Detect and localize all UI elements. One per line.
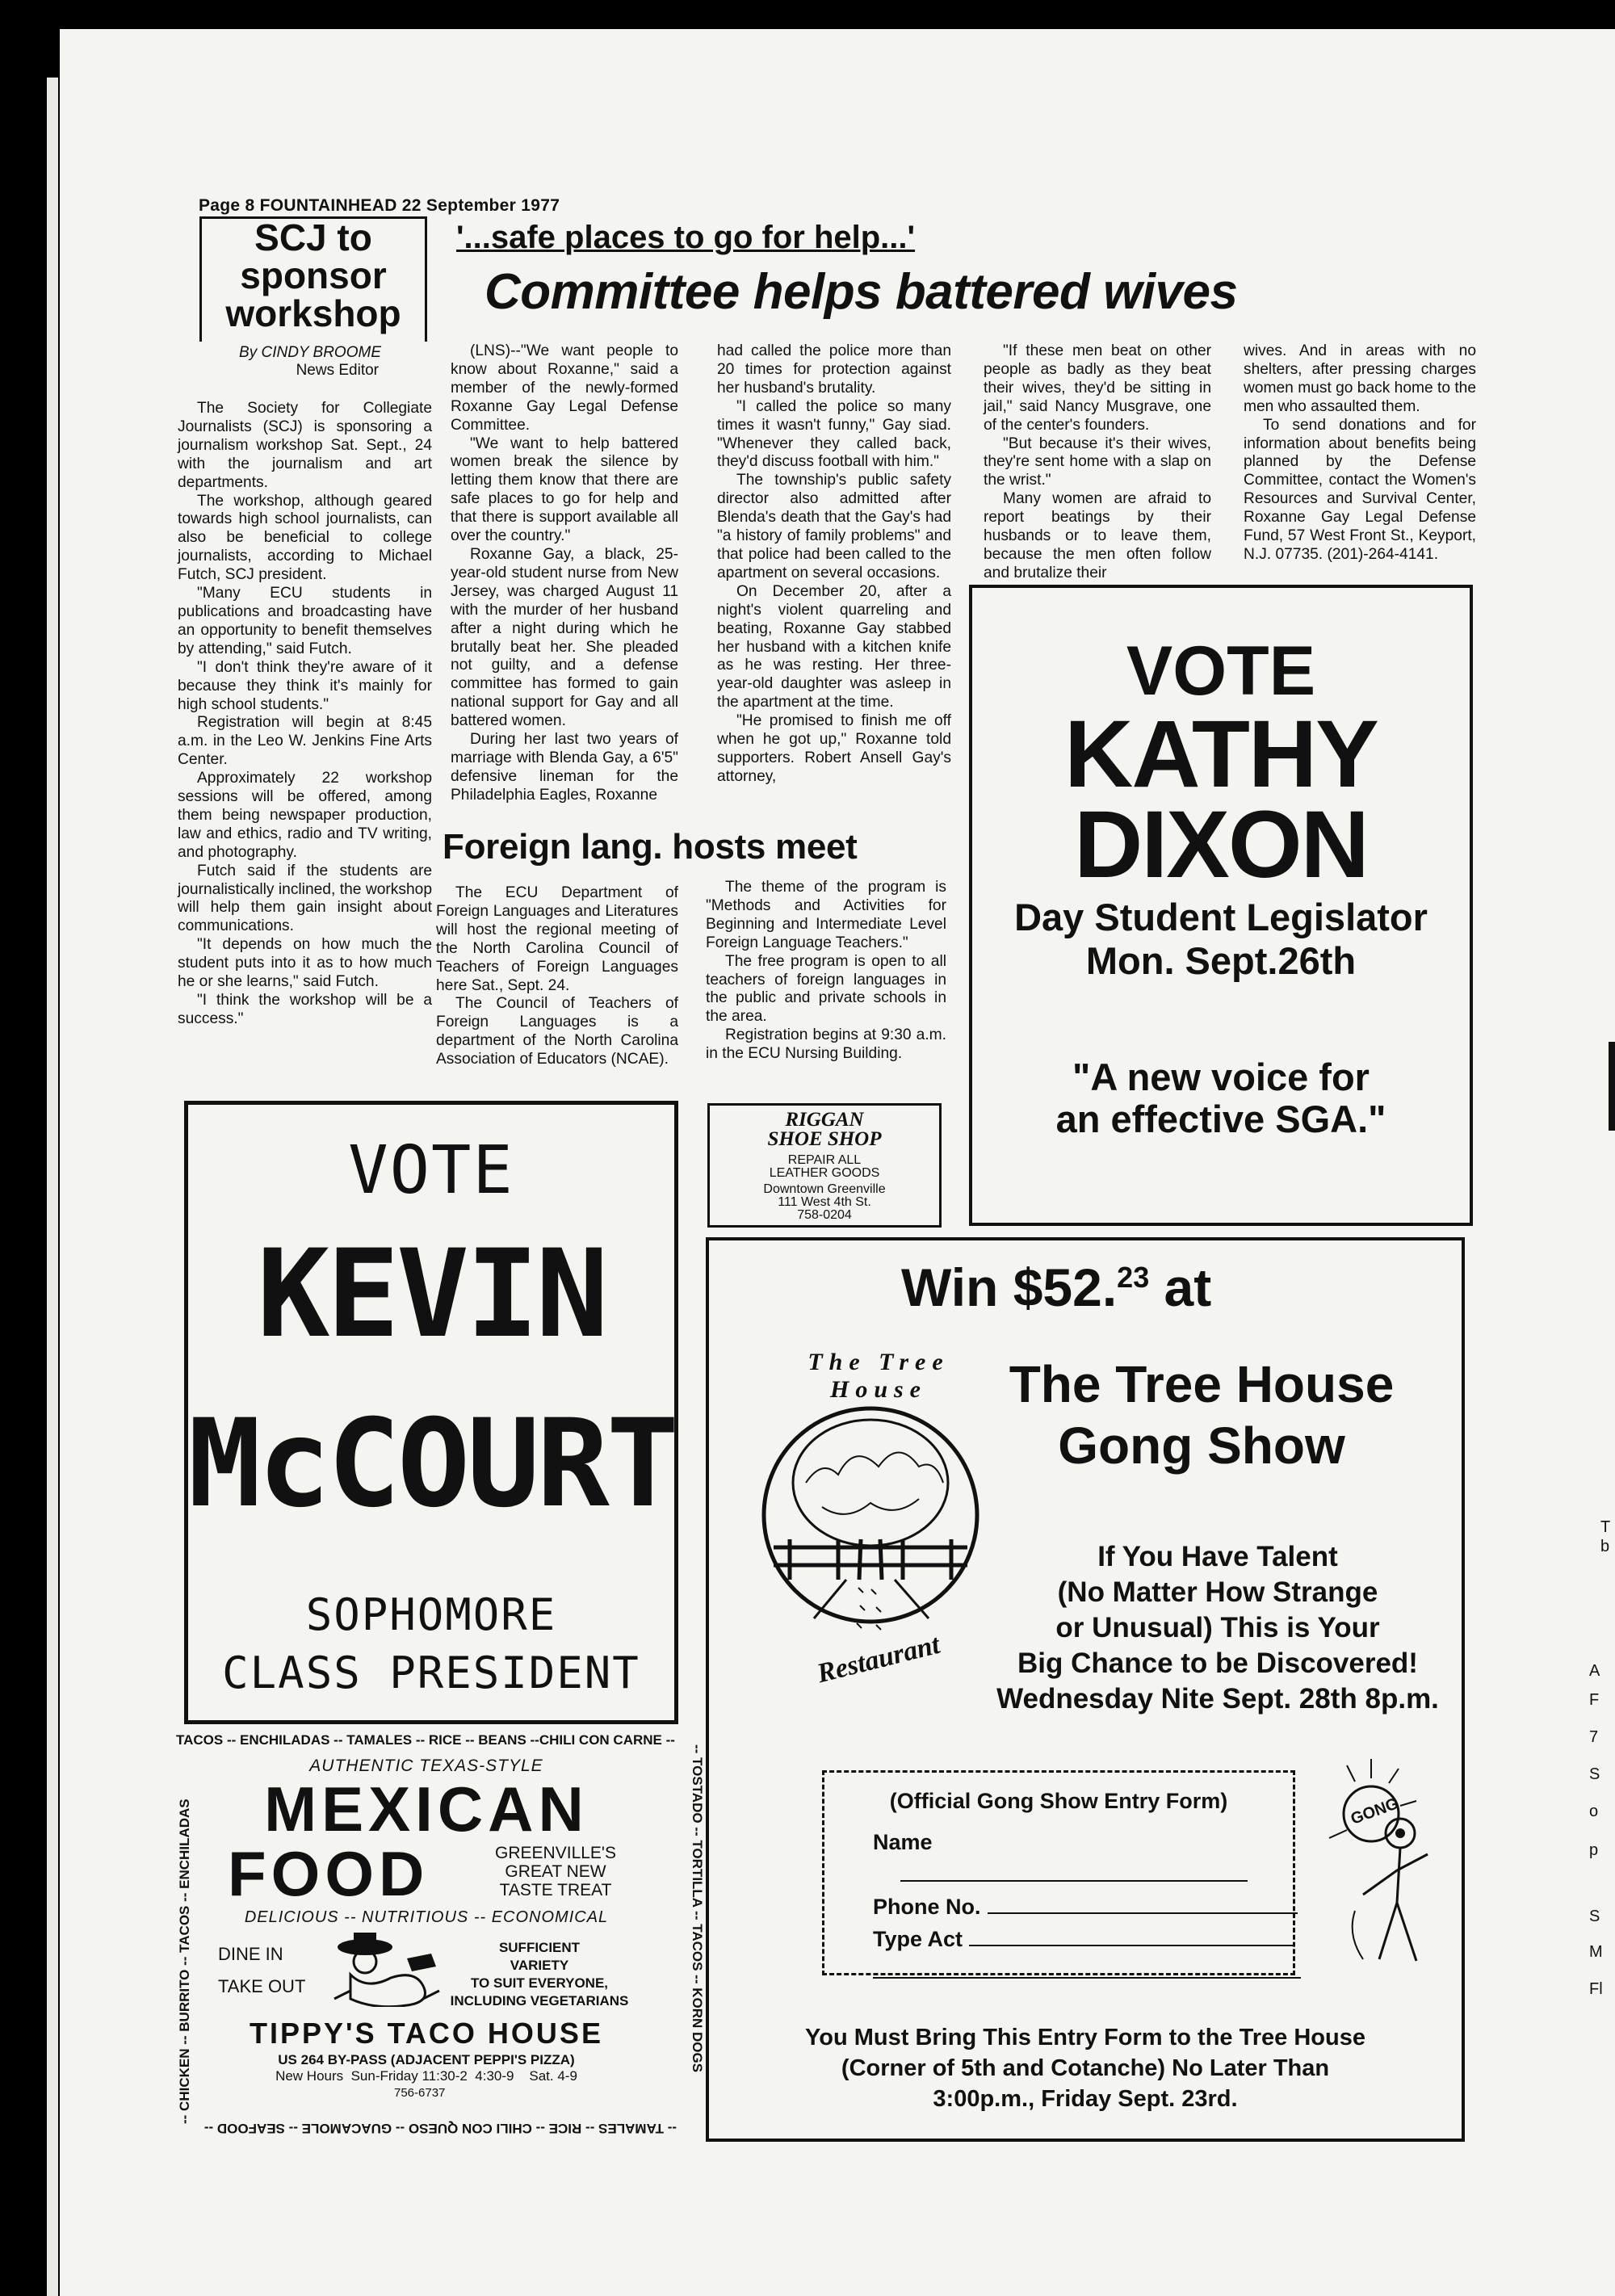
- kathy-dixon-ad: [969, 585, 1473, 1226]
- kathy-vote-text: VOTE: [1126, 632, 1316, 710]
- margin-letter: p: [1589, 1841, 1599, 1859]
- tree-house-title-line: Gong Show: [1058, 1417, 1345, 1475]
- kevin-name-last: McCOURT: [188, 1394, 677, 1534]
- tippys-variety-line: TO SUIT EVERYONE,: [470, 1975, 609, 1991]
- scj-article-body: [178, 400, 432, 1029]
- tippys-address: US 264 BY-PASS (ADJACENT PEPPI'S PIZZA): [278, 2052, 575, 2067]
- tippys-taste-line: TASTE TREAT: [499, 1881, 612, 1899]
- tree-house-logo-top: The Tree House: [808, 1349, 950, 1403]
- tree-house-ad: [706, 1237, 1465, 2142]
- tree-house-footer-line: You Must Bring This Entry Form to the Tree House: [805, 2025, 1365, 2050]
- foreign-paragraph: The theme of the program is "Methods and Activities for Beginning and Intermediate Level Foreign Language Teachers.": [706, 879, 946, 951]
- tree-house-win-cents: 23: [1117, 1261, 1150, 1294]
- tippys-taste-line: GREENVILLE'S: [495, 1844, 616, 1862]
- foreign-column-2: [706, 879, 946, 1064]
- scj-paragraph: "It depends on how much the student puts into it as to how much he or she learns," said Futch.: [178, 936, 432, 991]
- battered-paragraph: During her last two years of marriage with Blenda Gay, a 6'5" defensive lineman for the Philadelphia Eagles, Roxanne: [451, 731, 678, 804]
- scj-headline-box: [199, 216, 427, 342]
- tippys-cartoon: [326, 1926, 447, 2007]
- battered-column-2: [717, 342, 951, 787]
- scj-headline-line: sponsor: [240, 254, 387, 296]
- scj-paragraph: Futch said if the students are journalistically inclined, the workshop will help them gain insight about communications.: [178, 862, 432, 935]
- margin-letter: Fl: [1589, 1980, 1603, 1998]
- riggan-phone: 758-0204: [797, 1208, 852, 1222]
- tippys-right-border: -- TOSTADO -- TORTILLA -- TACOS -- KORN DOGS: [690, 1744, 705, 2073]
- tippys-mexican: MEXICAN: [264, 1773, 589, 1845]
- battered-paragraph: Roxanne Gay, a black, 25-year-old student nurse from New Jersey, was charged August 11 with the murder of her husband after a night during which he brutally beat her. She pleaded not guilty, and a defense committee has formed to gain national support for Gay and all battered women.: [451, 545, 678, 730]
- tippys-top-border: TACOS -- ENCHILADAS -- TAMALES -- RICE -- BEANS --CHILI CON CARNE --: [176, 1732, 675, 1748]
- entry-field-line[interactable]: [900, 1880, 1248, 1882]
- scj-paragraph: Registration will begin at 8:45 a.m. in the Leo W. Jenkins Fine Arts Center.: [178, 714, 432, 769]
- battered-paragraph: had called the police more than 20 times for protection against her husband's brutality.: [717, 342, 951, 397]
- margin-letter: b: [1600, 1538, 1610, 1555]
- tippys-name: TIPPY'S TACO HOUSE: [250, 2017, 603, 2050]
- kathy-slogan-line: "A new voice for: [1072, 1056, 1370, 1098]
- entry-field-label: Phone No.: [873, 1895, 981, 1919]
- kevin-name-first: KEVIN: [257, 1224, 606, 1365]
- tippys-left-border: -- CHICKEN -- BURRITO -- TACOS -- ENCHILADAS: [177, 1799, 192, 2124]
- margin-letter: T: [1600, 1518, 1611, 1536]
- page-folio: Page 8 FOUNTAINHEAD 22 September 1977: [199, 196, 560, 215]
- battered-paragraph: "I called the police so many times it wasn't funny," Gay siad. "Whenever they called back, they'd discuss football with him.": [717, 397, 951, 471]
- tippys-phone: 756-6737: [394, 2086, 446, 2100]
- gong-figure: [1323, 1749, 1444, 1992]
- tree-house-talent: [967, 1539, 1468, 1717]
- kathy-name-last: DIXON: [1074, 791, 1368, 898]
- scj-byline-title: News Editor: [296, 362, 379, 379]
- tree-house-win-at: at: [1149, 1257, 1212, 1317]
- page-edge: [47, 78, 58, 2296]
- battered-column-4: [1244, 342, 1476, 565]
- kathy-slogan-line: an effective SGA.": [1055, 1098, 1386, 1140]
- battered-paragraph: "If these men beat on other people as badly as they beat their wives, they'd be sitting in jail," said Nancy Musgrave, one of the center's founders.: [984, 342, 1211, 434]
- tree-house-talent-line: (No Matter How Strange: [1057, 1576, 1378, 1608]
- battered-paragraph: The township's public safety director also admitted after Blenda's death that the Gay's had "a history of family problems" and that police had been called to the apartment on several occasions.: [717, 472, 951, 581]
- tree-house-talent-line: Big Chance to be Discovered!: [1017, 1647, 1418, 1679]
- scj-paragraph: The Society for Collegiate Journalists (SCJ) is sponsoring a journalism workshop Sat. Sept., 24 with the journalism and art departments.: [178, 400, 432, 491]
- riggan-detail-line: REPAIR ALL: [787, 1153, 862, 1167]
- scj-paragraph: "I don't think they're aware of it because they think it's mainly for high school students.": [178, 658, 432, 713]
- battered-paragraph: "But because it's their wives, they're sent home with a slap on the wrist.": [984, 434, 1211, 489]
- margin-letter: 7: [1589, 1728, 1599, 1746]
- entry-form-title: (Official Gong Show Entry Form): [889, 1789, 1228, 1813]
- scj-paragraph: "Many ECU students in publications and broadcasting have an opportunity to benefit themselves by attending," said Futch.: [178, 585, 432, 657]
- scj-paragraph: The workshop, although geared towards high school journalists, can also be beneficial to college journalists, according to Michael Futch, SCJ president.: [178, 492, 432, 584]
- riggan-name-line: RIGGAN: [785, 1109, 864, 1131]
- tippys-taste-line: GREAT NEW: [505, 1862, 606, 1881]
- gong-label: GONG: [1348, 1794, 1401, 1828]
- foreign-column-1: [436, 884, 678, 1069]
- kathy-name-first: KATHY: [1064, 701, 1378, 808]
- tree-house-talent-line: If You Have Talent: [1097, 1541, 1338, 1572]
- tree-house-footer-line: 3:00p.m., Friday Sept. 23rd.: [933, 2086, 1238, 2112]
- tree-house-talent-line: or Unusual) This is Your: [1055, 1612, 1380, 1643]
- riggan-shoe-shop-ad: [707, 1103, 942, 1228]
- cowboy-cartoon-icon: [326, 1926, 447, 2007]
- tippys-variety-line: SUFFICIENT: [498, 1940, 581, 1955]
- tree-house-logo-bottom: Restaurant: [814, 1629, 943, 1689]
- tippys-taste-treat: [483, 1844, 628, 1899]
- kevin-sophomore: SOPHOMORE: [305, 1589, 557, 1640]
- margin-letter: F: [1589, 1691, 1600, 1709]
- tippys-bottom-border: -- TAMALES -- RICE -- CHILI CON QUESO -- GUACAMOLE -- SEAFOOD --: [203, 2121, 677, 2136]
- battered-paragraph: On December 20, after a night's violent quarreling and beating, Roxanne Gay stabbed her husband with a kitchen knife as he was resting. Her three-year-old daughter was asleep in the apartment at the time.: [717, 582, 951, 711]
- entry-field-type-act[interactable]: [873, 1923, 1301, 1955]
- battered-column-3: [984, 342, 1211, 583]
- tippys-delicious: DELICIOUS -- NUTRITIOUS -- ECONOMICAL: [244, 1908, 609, 1926]
- entry-field-line[interactable]: [873, 1977, 1301, 1979]
- foreign-paragraph: The free program is open to all teachers of foreign languages in the public and private schools in the area.: [706, 952, 946, 1026]
- gong-show-entry-form: [822, 1770, 1295, 1975]
- tippys-taco-house-ad: [176, 1732, 705, 2144]
- scj-byline: By CINDY BROOME: [239, 344, 381, 361]
- kathy-slogan: [972, 1056, 1470, 1140]
- tree-house-title: [951, 1354, 1452, 1476]
- entry-field-name[interactable]: [873, 1826, 1301, 1891]
- entry-field-label: Name: [873, 1830, 933, 1854]
- entry-field-label: Type Act: [873, 1927, 963, 1951]
- kevin-name: [188, 1210, 677, 1549]
- tree-house-title-line: The Tree House: [1009, 1355, 1395, 1413]
- entry-form-fields: [873, 1826, 1301, 1987]
- tippys-hours: New Hours Sun-Friday 11:30-2 4:30-9 Sat. 4-9: [275, 2068, 577, 2084]
- entry-field-phone[interactable]: [873, 1891, 1301, 1923]
- scj-headline-line: SCJ to: [254, 216, 372, 258]
- kevin-vote-text: VOTE: [348, 1132, 514, 1209]
- margin-letter: A: [1589, 1662, 1600, 1680]
- riggan-detail-line: Downtown Greenville: [763, 1182, 886, 1196]
- margin-rule: [1609, 1042, 1615, 1131]
- tippys-food: FOOD: [228, 1838, 430, 1909]
- tippys-variety: [443, 1939, 636, 2010]
- kathy-date: Mon. Sept.26th: [1085, 939, 1357, 982]
- tippys-variety-line: VARIETY: [510, 1958, 569, 1973]
- foreign-paragraph: The Council of Teachers of Foreign Languages is a department of the North Carolina Association of Educators (NCAE).: [436, 995, 678, 1068]
- margin-letter: S: [1589, 1765, 1600, 1783]
- tippys-authentic: AUTHENTIC TEXAS-STYLE: [309, 1757, 543, 1775]
- kathy-name: [972, 701, 1470, 898]
- kevin-class-president: CLASS PRESIDENT: [222, 1647, 640, 1698]
- entry-field-line[interactable]: [988, 1912, 1298, 1914]
- foreign-paragraph: The ECU Department of Foreign Languages and Literatures will host the regional meeting of the North Carolina Council of Teachers of Foreign Languages here Sat., Sept. 24.: [436, 884, 678, 994]
- tippys-variety-line: INCLUDING VEGETARIANS: [450, 1993, 629, 2008]
- battered-kicker: '...safe places to go for help...': [456, 220, 916, 255]
- scj-paragraph: Approximately 22 workshop sessions will be offered, among them being newspaper production, law and ethics, radio and TV writing, and photography.: [178, 770, 432, 861]
- margin-letter: o: [1589, 1803, 1599, 1820]
- gong-man-icon: [1323, 1749, 1444, 1992]
- battered-paragraph: "We want to help battered women break the silence by letting them know that there are safe places to go for help and that there is support available all over the country.": [451, 434, 678, 545]
- riggan-name-line: SHOE SHOP: [767, 1128, 882, 1150]
- riggan-detail-line: 111 West 4th St.: [778, 1195, 871, 1209]
- battered-paragraph: wives. And in areas with no shelters, after pressing charges women must go back home to the men who assaulted them.: [1244, 342, 1476, 415]
- riggan-detail-line: LEATHER GOODS: [769, 1166, 880, 1180]
- tippys-take-out: TAKE OUT: [218, 1976, 306, 1996]
- margin-letter: S: [1589, 1908, 1600, 1925]
- battered-headline: Committee helps battered wives: [484, 264, 1238, 320]
- foreign-paragraph: Registration begins at 9:30 a.m. in the ECU Nursing Building.: [706, 1026, 946, 1063]
- riggan-details: [710, 1154, 939, 1222]
- battered-paragraph: To send donations and for information about benefits being planned by the Defense Committee, contact the Women's Resources and Survival Center, Roxanne Gay Legal Defense Fund, 57 West Front St., Keyport, N.J. 07735. (201)-264-4141.: [1244, 416, 1476, 563]
- tippys-dine-in: DINE IN: [218, 1944, 283, 1964]
- tree-house-win: [901, 1257, 1211, 1318]
- battered-paragraph: Many women are afraid to report beatings by their husbands or to leave them, because the men often follow and brutalize their: [984, 490, 1211, 581]
- battered-column-1: [451, 342, 678, 805]
- tree-house-footer-line: (Corner of 5th and Cotanche) No Later Than: [841, 2055, 1330, 2081]
- battered-paragraph: (LNS)--"We want people to know about Roxanne," said a member of the newly-formed Roxanne Gay Legal Defense Committee.: [451, 342, 678, 434]
- foreign-headline: Foreign lang. hosts meet: [443, 827, 858, 867]
- entry-field-line[interactable]: [969, 1945, 1295, 1946]
- riggan-name: [710, 1110, 939, 1149]
- scj-headline-line: workshop: [225, 292, 401, 334]
- kevin-mccourt-ad: [184, 1101, 678, 1724]
- tree-house-win-amount: Win $52.: [901, 1257, 1118, 1317]
- tree-house-talent-line: Wednesday Nite Sept. 28th 8p.m.: [996, 1683, 1439, 1715]
- tree-house-footer: [709, 2022, 1462, 2114]
- scj-paragraph: "I think the workshop will be a success.": [178, 992, 432, 1027]
- battered-paragraph: "He promised to finish me off when he got up," Roxanne told supporters. Robert Ansell Gay's attorney,: [717, 712, 951, 785]
- kathy-office: Day Student Legislator: [1014, 896, 1428, 938]
- margin-letter: M: [1589, 1943, 1603, 1961]
